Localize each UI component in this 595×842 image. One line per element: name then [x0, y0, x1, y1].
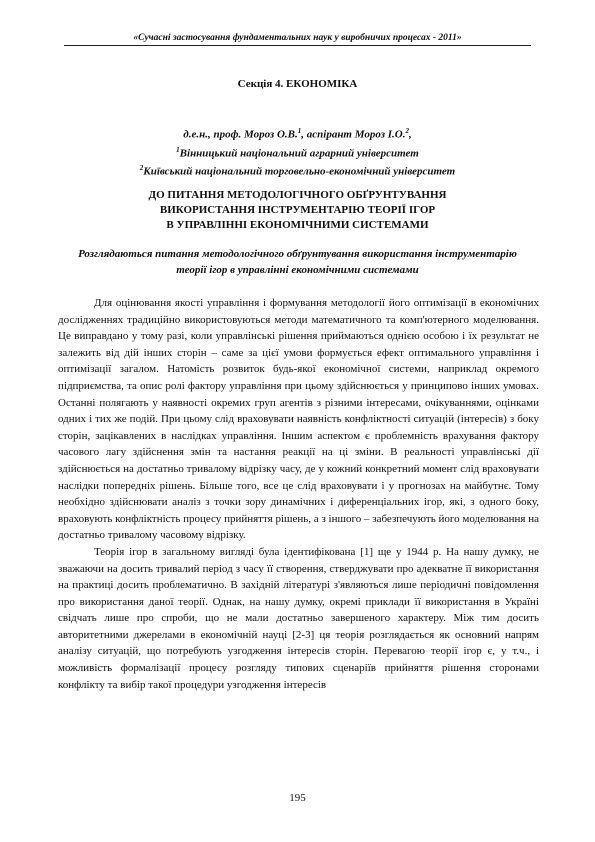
paper-title — [60, 188, 535, 233]
body-text — [58, 295, 539, 693]
page-number: 195 — [289, 792, 306, 804]
header-rule — [64, 45, 531, 46]
affiliation-1: $^1$Вінницький національний аграрний університет — [176, 145, 419, 160]
paper-title-line-1: ДО ПИТАННЯ МЕТОДОЛОГІЧНОГО ОБҐРУНТУВАННЯ — [148, 189, 447, 201]
affiliation-2: $^2$Київський національний торговельно-економічний університет — [139, 164, 456, 178]
paper-title-line-2: ВИКОРИСТАННЯ ІНСТРУМЕНТАРІЮ ТЕОРІЇ ІГОР — [159, 204, 436, 216]
abstract: Розглядаються питання методологічного обґрунтування використання інструментарію теорії ігор в управлінні економічними системами — [78, 248, 517, 276]
section-title: Секція 4. ЕКОНОМІКА — [237, 78, 358, 90]
paragraph-2: Теорія ігор в загальному вигляді була ідентифікована [1] ще у 1944 р. На нашу думку, не зважаючи на досить тривалий період з часу її створення, стверджувати про адекватне її використання на практиці досить проблематично. В західній літературі з'являються лише періодичні повідомлення про використання даної теорії. Однак, на нашу думку, окремі приклади її використання в Україні свідчать лише про спроби, що не мали достатньо завершеного характеру. Між тим досить авторитетними джерелами в економічній науці [2-3] ця теорія розглядається як основний напрям аналізу ситуацій, що потребують узгодження інтересів сторін. Перевагою теорії ігор є, у т.ч., і можливість формалізації процесу розгляду типових сценаріїв прийняття рішення сторонами конфлікту та вибір такої процедури узгодження інтересів — [58, 545, 539, 691]
author-line: д.е.н., проф. Мороз О.В.$^1$, аспірант Мороз І.О.$^2$, — [183, 127, 412, 141]
paragraph-1: Для оцінювання якості управління і формування методології його оптимізації в економічних дослідженнях традиційно використовуються методи математичного та комп'ютерного моделювання. Це виправдано у тому разі, коли управлінські рішення приймаються однією особою і їх результат не залежить від дій інших сторін – саме за цієї умови формується ефект оптимального управління і оптимізації загалом. Натомість розвиток будь-якої економічної системи, наприклад окремого підприємства, та опис ролі фактору управління при цьому здійснюється у принципово інших умовах. Останні полягають у наявності окремих груп агентів з різними інтересами, очікуваннями, оцінками одних і тих же подій. При цьому слід враховувати наявність конфліктності ситуацій (інтересів) з боку сторін, зацікавлених в наслідках управління. Іншим аспектом є проблемність врахування фактору часового лагу здійснення змін та настання реакції на ці зміни. В реальності управлінські дії здійснюється на достатньо тривалому відрізку часу, де у кожний конкретний момент слід враховувати наслідки попередніх рішень. Більше того, все це слід враховувати і у прогнозах на майбутнє. Тому необхідно здійснювати аналіз з точки зору динамічних і диференціальних ігор, які, з одного боку, враховують конфліктність процесу прийняття рішень, а з іншого – забезпечують його моделювання на достатньо тривалому часовому відрізку. — [58, 297, 539, 542]
authors-block — [60, 124, 535, 180]
running-header: «Сучасні застосування фундаментальних наук у виробничих процесах - 2011» — [133, 33, 462, 43]
paper-title-line-3: В УПРАВЛІННІ ЕКОНОМІЧНИМИ СИСТЕМАМИ — [166, 219, 429, 231]
